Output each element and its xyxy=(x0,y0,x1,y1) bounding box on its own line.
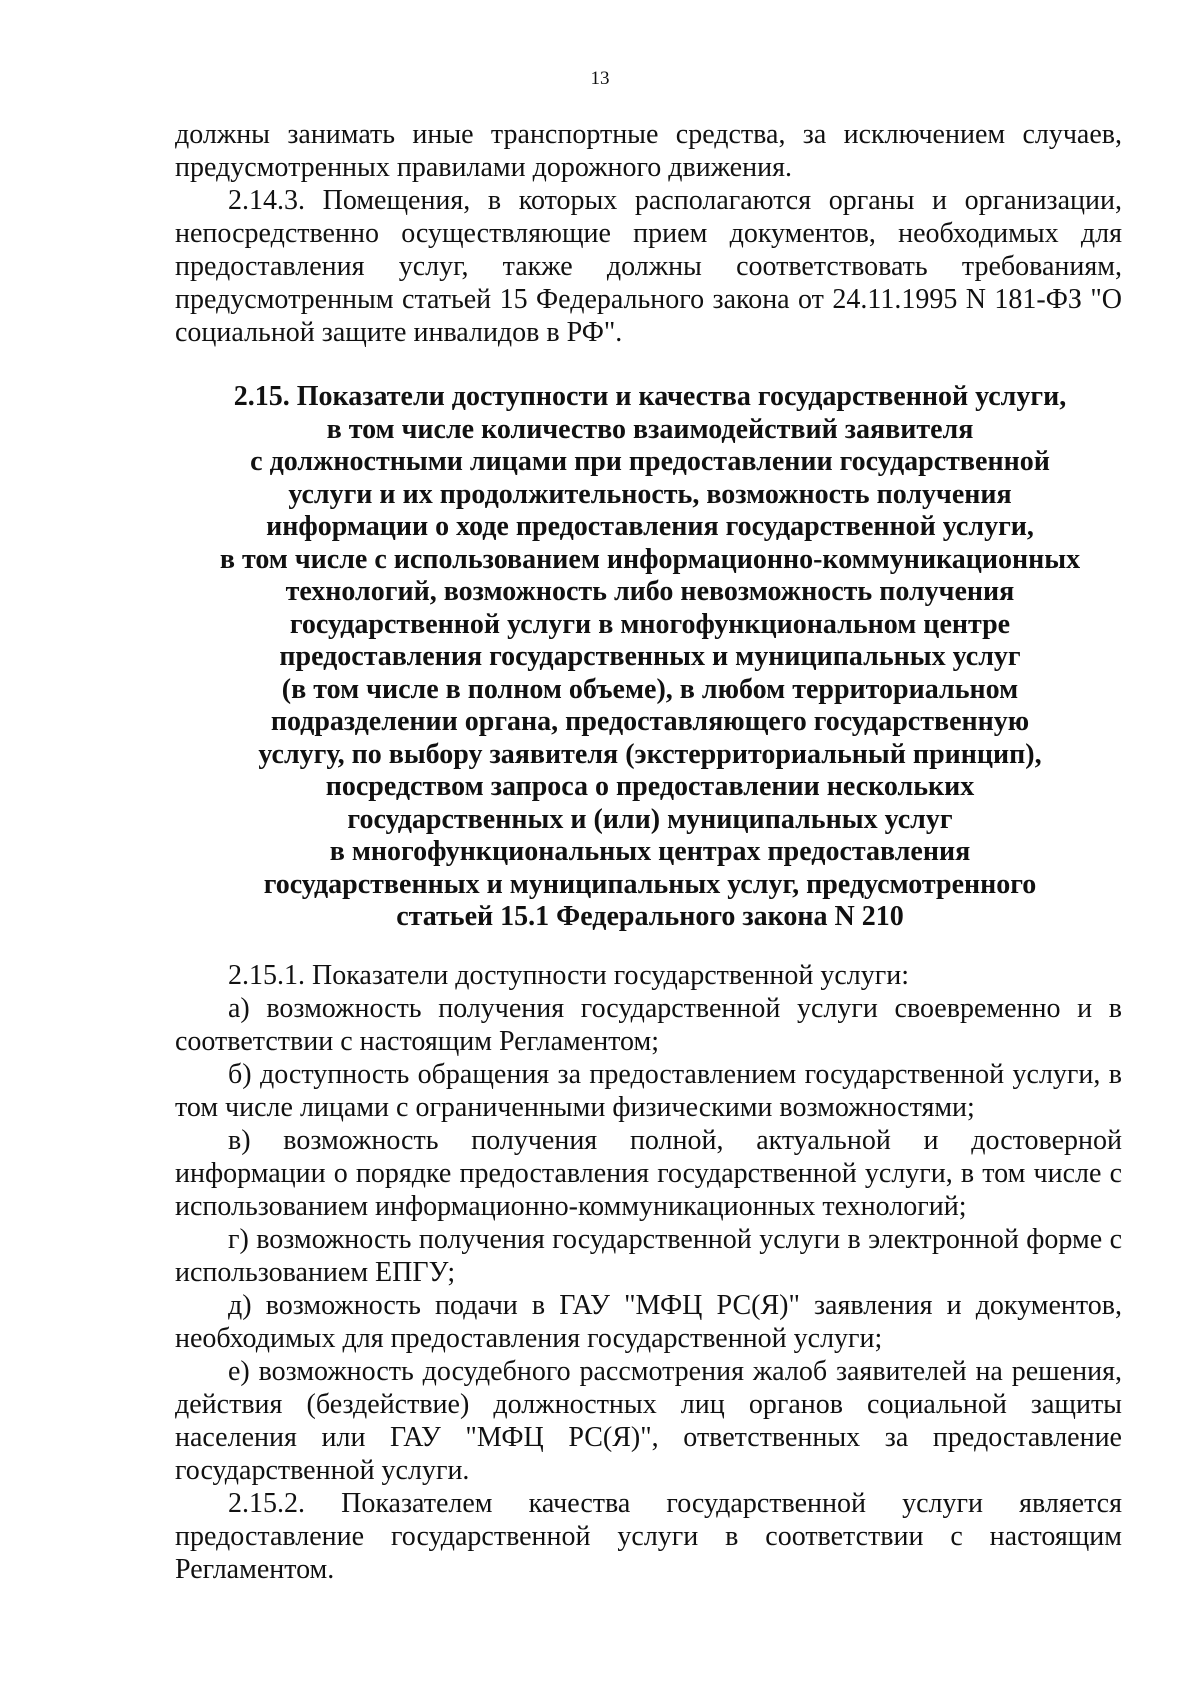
heading-line: посредством запроса о предоставлении нескольких xyxy=(325,771,975,802)
heading-line: подразделении органа, предоставляющего государственную xyxy=(270,706,1030,737)
list-item-g: г) возможность получения государственной услуги в электронной форме с использованием ЕПГУ; xyxy=(175,1224,1122,1288)
page-number: 13 xyxy=(590,68,610,89)
bottom-text-block xyxy=(175,959,1122,1586)
list-item-d: д) возможность подачи в ГАУ "МФЦ РС(Я)" заявления и документов, необходимых для предоставления государственной услуги; xyxy=(175,1290,1122,1354)
paragraph-2-15-1: 2.15.1. Показатели доступности государственной услуги: xyxy=(228,960,909,991)
heading-line: государственных и (или) муниципальных услуг xyxy=(347,803,953,835)
heading-line: услугу, по выбору заявителя (экстерриториальный принцип), xyxy=(258,738,1042,770)
list-item-b: б) доступность обращения за предоставлением государственной услуги, в том числе лицами с ограниченными физическими возможностями; xyxy=(175,1059,1122,1123)
heading-line: (в том числе в полном объеме), в любом территориальном xyxy=(281,673,1019,705)
list-item-e: е) возможность досудебного рассмотрения жалоб заявителей на решения, действия (бездействие) должностных лиц органов социальной защиты населения или ГАУ "МФЦ РС(Я)", ответственных за предоставление государственной услуги. xyxy=(175,1356,1122,1486)
heading-line: 2.15. Показатели доступности и качества государственной услуги, xyxy=(233,381,1067,412)
heading-line: в том числе с использованием информационно-коммуникационных xyxy=(219,543,1081,575)
paragraph-2-15-2: 2.15.2. Показателем качества государственной услуги является предоставление государственной услуги в соответствии с настоящим Регламентом. xyxy=(175,1488,1122,1585)
heading-line: в том числе количество взаимодействий заявителя xyxy=(326,413,974,445)
list-item-a: а) возможность получения государственной услуги своевременно и в соответствии с настоящим Регламентом; xyxy=(175,993,1122,1057)
heading-line: предоставления государственных и муниципальных услуг xyxy=(279,641,1021,672)
heading-line: информации о ходе предоставления государственной услуги, xyxy=(266,511,1034,542)
top-text-block xyxy=(175,118,1122,349)
heading-line: в многофункциональных центрах предоставления xyxy=(329,836,971,867)
heading-line: статьей 15.1 Федерального закона N 210 xyxy=(396,901,904,932)
heading-line: государственных и муниципальных услуг, предусмотренного xyxy=(263,868,1037,900)
list-item-v: в) возможность получения полной, актуальной и достоверной информации о порядке предоставления государственной услуги, в том числе с использованием информационно-коммуникационных технологий; xyxy=(175,1125,1122,1222)
section-heading-2-15 xyxy=(120,381,1180,934)
paragraph-2-14-3: 2.14.3. Помещения, в которых располагаются органы и организации, непосредственно осуществляющие прием документов, необходимых для предоставления услуг, также должны соответствовать требованиям, предусмотренным статьей 15 Федерального закона от 24.11.1995 N 181-ФЗ "О социальной защите инвалидов в РФ". xyxy=(175,185,1122,348)
heading-line: услуги и их продолжительность, возможность получения xyxy=(288,478,1012,510)
paragraph-continuation: должны занимать иные транспортные средства, за исключением случаев, предусмотренных правилами дорожного движения. xyxy=(175,119,1122,183)
heading-line: технологий, возможность либо невозможность получения xyxy=(285,576,1015,607)
heading-line: с должностными лицами при предоставлении государственной xyxy=(250,446,1050,477)
heading-line: государственной услуги в многофункциональном центре xyxy=(289,608,1011,640)
